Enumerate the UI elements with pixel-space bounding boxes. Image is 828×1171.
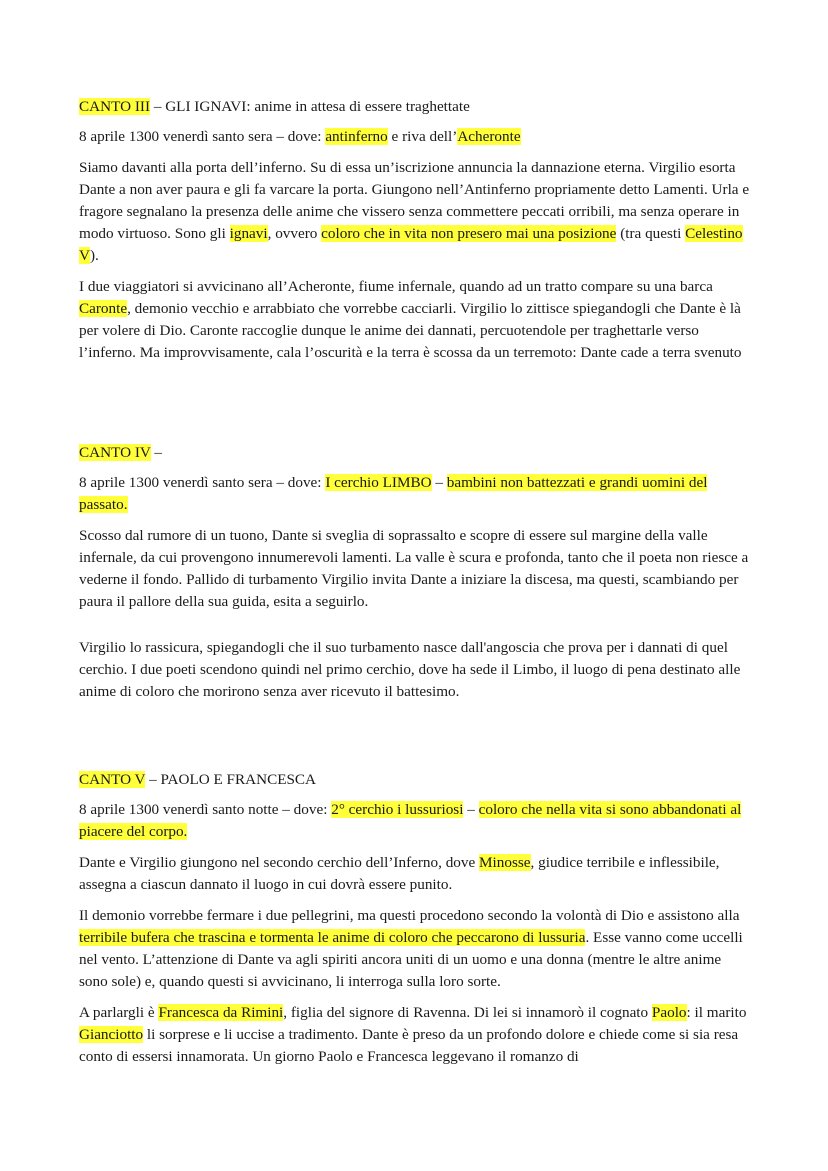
highlight-francesca: Francesca da Rimini — [158, 1004, 284, 1021]
highlight-minosse: Minosse — [479, 854, 531, 871]
canto-4-title: – — [150, 444, 162, 461]
canto-5-paragraph-2: Il demonio vorrebbe fermare i due pellegrini, ma questi procedono secondo la volontà di Dio e assistono alla terribile bufera che trascina e tormenta le anime di coloro che peccarono di lussuria. Esse vanno come uccelli nel vento. L’attenzione di Dante va agli spiriti ancora uniti di un uomo e una donna (mentre le altre anime sono sole) e, quando questi si avvicinano, li interroga sulla loro sorte. — [79, 907, 743, 990]
canto-3-label: CANTO III — [79, 98, 151, 115]
highlight-piacere: coloro che nella vita si sono abbandonati al piacere del corpo. — [79, 801, 742, 840]
document-page — [79, 96, 751, 1068]
spacer — [79, 613, 751, 637]
canto-5-title: – PAOLO E FRANCESCA — [145, 771, 317, 788]
highlight-posizione: coloro che in vita non presero mai una posizione — [321, 225, 617, 242]
highlight-limbo: I cerchio LIMBO — [325, 474, 432, 491]
canto-5-paragraph-3: A parlargli è Francesca da Rimini, figlia del signore di Ravenna. Di lei si innamorò il cognato Paolo: il marito Gianciotto li sorprese e li uccise a tradimento. Dante è preso da un profondo dolore e chiede come si sia resa conto di essersi innamorata. Un giorno Paolo e Francesca leggevano il romanzo di — [79, 1004, 747, 1065]
canto-3-heading — [79, 96, 751, 118]
canto-3-title: – GLI IGNAVI: anime in attesa di essere traghettate — [150, 98, 470, 115]
highlight-lussuriosi: 2° cerchio i lussuriosi — [331, 801, 464, 818]
canto-3-paragraph-2: I due viaggiatori si avvicinano all’Acheronte, fiume infernale, quando ad un tratto compare su una barca Caronte, demonio vecchio e arrabbiato che vorrebbe cacciarli. Virgilio lo zittisce spiegandogli che Dante è là per volere di Dio. Caronte raccoglie dunque le anime dei dannati, percuotendole per traghettarle verso l’inferno. Ma improvvisamente, cala l’oscurità e la terra è scossa da un terremoto: Dante cade a terra svenuto — [79, 278, 742, 361]
canto-5-paragraph-1: Dante e Virgilio giungono nel secondo cerchio dell’Inferno, dove Minosse, giudice terribile e inflessibile, assegna a ciascun dannato il luogo in cui dovrà essere punito. — [79, 854, 720, 893]
canto-4-paragraph-2: Virgilio lo rassicura, spiegandogli che il suo turbamento nasce dall'angoscia che prova per i dannati di quel cerchio. I due poeti scendono quindi nel primo cerchio, dove ha sede il Limbo, il luogo di pena destinato alle anime di coloro che morirono senza aver ricevuto il battesimo. — [79, 639, 741, 700]
canto-4-heading — [79, 442, 751, 464]
canto-3-section — [79, 96, 751, 364]
canto-5-date-line: 8 aprile 1300 venerdì santo notte – dove: 2° cerchio i lussuriosi – coloro che nella vita si sono abbandonati al piacere del corpo. — [79, 801, 742, 840]
canto-5-label: CANTO V — [79, 771, 146, 788]
canto-3-date-line: 8 aprile 1300 venerdì santo sera – dove: antinferno e riva dell’Acheronte — [79, 128, 521, 145]
highlight-celestino: Celestino V — [79, 225, 743, 264]
highlight-bufera: terribile bufera che trascina e tormenta le anime di coloro che peccarono di lussuria — [79, 929, 586, 946]
canto-3-paragraph-1: Siamo davanti alla porta dell’inferno. Su di essa un’iscrizione annuncia la dannazione eterna. Virgilio esorta Dante a non aver paura e gli fa varcare la porta. Giungono nell’Antinferno propriamente detto Lamenti. Urla e fragore segnalano la presenza delle anime che vissero senza commettere peccati orribili, ma senza operare in modo virtuoso. Sono gli ignavi, ovvero coloro che in vita non presero mai una posizione (tra questi Celestino V). — [79, 159, 750, 264]
canto-4-section — [79, 442, 751, 703]
highlight-antinferno: antinferno — [325, 128, 388, 145]
highlight-acheronte: Acheronte — [457, 128, 521, 145]
spacer — [79, 703, 751, 769]
canto-4-label: CANTO IV — [79, 444, 151, 461]
canto-5-heading — [79, 769, 751, 791]
highlight-gianciotto: Gianciotto — [79, 1026, 144, 1043]
highlight-ignavi: ignavi — [229, 225, 268, 242]
highlight-bambini: bambini non battezzati e grandi uomini del passato. — [79, 474, 708, 513]
spacer — [79, 364, 751, 442]
highlight-paolo: Paolo — [651, 1004, 687, 1021]
canto-5-section — [79, 769, 751, 1068]
highlight-caronte: Caronte — [79, 300, 128, 317]
canto-4-paragraph-1: Scosso dal rumore di un tuono, Dante si sveglia di soprassalto e scopre di essere sul margine della valle infernale, da cui provengono innumerevoli lamenti. La valle è scura e profonda, tanto che il poeta non riesce a vederne il fondo. Pallido di turbamento Virgilio invita Dante a iniziare la discesa, ma questi, scambiando per paura il pallore della sua guida, esita a seguirlo. — [79, 527, 749, 610]
canto-4-date-line: 8 aprile 1300 venerdì santo sera – dove: I cerchio LIMBO – bambini non battezzati e grandi uomini del passato. — [79, 474, 708, 513]
